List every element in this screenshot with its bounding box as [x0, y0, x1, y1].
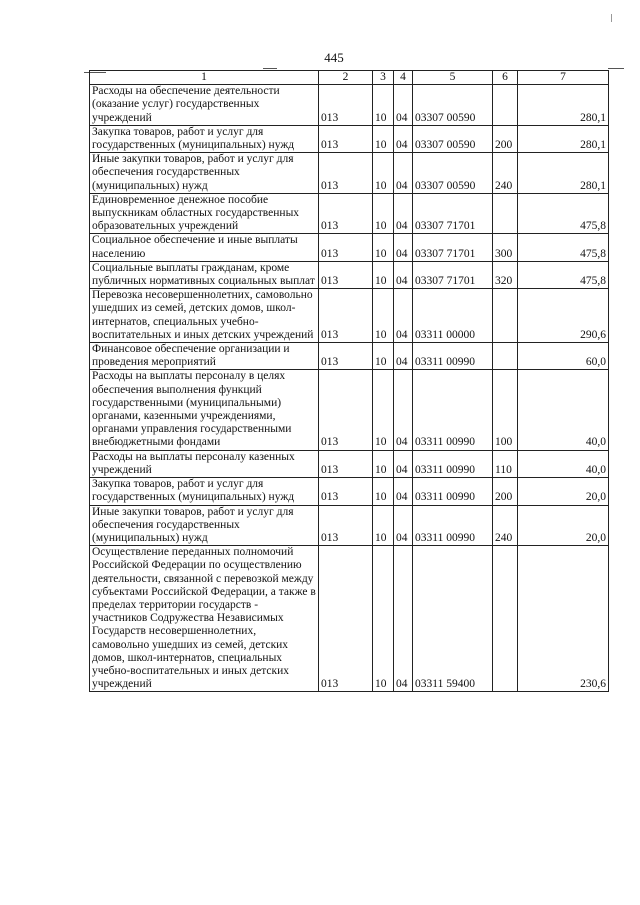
table-row	[90, 125, 609, 152]
amount-cell: 475,8	[518, 193, 609, 234]
subsection-cell: 10	[373, 370, 394, 450]
budget-table	[89, 70, 609, 692]
expense-type-cell: 300	[493, 234, 518, 261]
row-name-cell: Расходы на выплаты персоналу в целях обеспечения выполнения функций государственными (муниципальными) органами, казенными учреждениями, органами управления государственными внебюджетными фондами	[90, 370, 319, 450]
subsection-cell: 10	[373, 125, 394, 152]
section-code-cell: 013	[319, 85, 373, 126]
amount-cell: 230,6	[518, 546, 609, 692]
row-name-cell: Социальные выплаты гражданам, кроме публичных нормативных социальных выплат	[90, 261, 319, 288]
target-article-cell: 03311 00990	[413, 450, 493, 477]
header-cell: 4	[394, 71, 413, 85]
amount-cell: 280,1	[518, 153, 609, 194]
item-cell: 04	[394, 193, 413, 234]
expense-type-cell	[493, 193, 518, 234]
expense-type-cell: 200	[493, 125, 518, 152]
header-cell: 2	[319, 71, 373, 85]
item-cell: 04	[394, 505, 413, 546]
target-article-cell: 03307 71701	[413, 261, 493, 288]
table-row	[90, 289, 609, 343]
row-name-cell: Социальное обеспечение и иные выплаты населению	[90, 234, 319, 261]
section-code-cell: 013	[319, 289, 373, 343]
section-code-cell: 013	[319, 505, 373, 546]
subsection-cell: 10	[373, 505, 394, 546]
target-article-cell: 03311 00990	[413, 505, 493, 546]
target-article-cell: 03311 00990	[413, 370, 493, 450]
row-name-cell: Закупка товаров, работ и услуг для государственных (муниципальных) нужд	[90, 125, 319, 152]
item-cell: 04	[394, 478, 413, 505]
target-article-cell: 03307 00590	[413, 85, 493, 126]
amount-cell: 20,0	[518, 478, 609, 505]
table-row	[90, 234, 609, 261]
section-code-cell: 013	[319, 125, 373, 152]
item-cell: 04	[394, 289, 413, 343]
subsection-cell: 10	[373, 234, 394, 261]
row-name-cell: Иные закупки товаров, работ и услуг для обеспечения государственных (муниципальных) нужд	[90, 505, 319, 546]
table-row	[90, 85, 609, 126]
row-name-cell: Иные закупки товаров, работ и услуг для обеспечения государственных (муниципальных) нужд	[90, 153, 319, 194]
section-code-cell: 013	[319, 261, 373, 288]
item-cell: 04	[394, 450, 413, 477]
table-row	[90, 505, 609, 546]
subsection-cell: 10	[373, 261, 394, 288]
expense-type-cell	[493, 343, 518, 370]
section-code-cell: 013	[319, 193, 373, 234]
item-cell: 04	[394, 343, 413, 370]
target-article-cell: 03311 00990	[413, 478, 493, 505]
scan-dash	[263, 68, 277, 69]
target-article-cell: 03311 59400	[413, 546, 493, 692]
expense-type-cell: 110	[493, 450, 518, 477]
table-row	[90, 478, 609, 505]
header-cell: 1	[90, 71, 319, 85]
subsection-cell: 10	[373, 343, 394, 370]
section-code-cell: 013	[319, 153, 373, 194]
scan-mark	[611, 14, 612, 22]
table-row	[90, 153, 609, 194]
item-cell: 04	[394, 370, 413, 450]
target-article-cell: 03307 00590	[413, 125, 493, 152]
expense-type-cell: 320	[493, 261, 518, 288]
expense-type-cell: 240	[493, 153, 518, 194]
amount-cell: 60,0	[518, 343, 609, 370]
section-code-cell: 013	[319, 478, 373, 505]
row-name-cell: Финансовое обеспечение организации и проведения мероприятий	[90, 343, 319, 370]
row-name-cell: Закупка товаров, работ и услуг для государственных (муниципальных) нужд	[90, 478, 319, 505]
subsection-cell: 10	[373, 450, 394, 477]
target-article-cell: 03311 00990	[413, 343, 493, 370]
table-row	[90, 370, 609, 450]
row-name-cell: Перевозка несовершеннолетних, самовольно ушедших из семей, детских домов, школ-интернатов, специальных учебно-воспитательных и иных детских учреждений	[90, 289, 319, 343]
section-code-cell: 013	[319, 343, 373, 370]
amount-cell: 290,6	[518, 289, 609, 343]
target-article-cell: 03307 71701	[413, 193, 493, 234]
target-article-cell: 03307 00590	[413, 153, 493, 194]
subsection-cell: 10	[373, 193, 394, 234]
amount-cell: 280,1	[518, 85, 609, 126]
row-name-cell: Осуществление переданных полномочий Российской Федерации по осуществлению деятельности, связанной с перевозкой между субъектами Российской Федерации, а также в пределах территории государств - участников Содружества Независимых Государств несовершеннолетних, самовольно ушедших из семей, детских домов, школ-интернатов, специальных учебно-воспитательных и иных детских учреждений	[90, 546, 319, 692]
item-cell: 04	[394, 85, 413, 126]
amount-cell: 40,0	[518, 370, 609, 450]
section-code-cell: 013	[319, 450, 373, 477]
scan-dash	[608, 68, 624, 69]
expense-type-cell: 240	[493, 505, 518, 546]
table-row	[90, 450, 609, 477]
table-row	[90, 343, 609, 370]
item-cell: 04	[394, 546, 413, 692]
row-name-cell: Единовременное денежное пособие выпускникам областных государственных образовательных учреждений	[90, 193, 319, 234]
page-number: 445	[324, 50, 344, 65]
item-cell: 04	[394, 125, 413, 152]
row-name-cell: Расходы на обеспечение деятельности (оказание услуг) государственных учреждений	[90, 85, 319, 126]
target-article-cell: 03311 00000	[413, 289, 493, 343]
header-row	[90, 71, 609, 85]
table-row	[90, 261, 609, 288]
amount-cell: 20,0	[518, 505, 609, 546]
expense-type-cell: 100	[493, 370, 518, 450]
expense-type-cell	[493, 85, 518, 126]
expense-type-cell	[493, 546, 518, 692]
section-code-cell: 013	[319, 546, 373, 692]
target-article-cell: 03307 71701	[413, 234, 493, 261]
subsection-cell: 10	[373, 478, 394, 505]
header-cell: 3	[373, 71, 394, 85]
expense-type-cell	[493, 289, 518, 343]
amount-cell: 40,0	[518, 450, 609, 477]
amount-cell: 475,8	[518, 261, 609, 288]
header-cell: 7	[518, 71, 609, 85]
subsection-cell: 10	[373, 546, 394, 692]
row-name-cell: Расходы на выплаты персоналу казенных учреждений	[90, 450, 319, 477]
subsection-cell: 10	[373, 153, 394, 194]
amount-cell: 280,1	[518, 125, 609, 152]
item-cell: 04	[394, 153, 413, 194]
subsection-cell: 10	[373, 289, 394, 343]
section-code-cell: 013	[319, 370, 373, 450]
table-row	[90, 546, 609, 692]
amount-cell: 475,8	[518, 234, 609, 261]
item-cell: 04	[394, 234, 413, 261]
expense-type-cell: 200	[493, 478, 518, 505]
item-cell: 04	[394, 261, 413, 288]
table-row	[90, 193, 609, 234]
header-cell: 6	[493, 71, 518, 85]
section-code-cell: 013	[319, 234, 373, 261]
subsection-cell: 10	[373, 85, 394, 126]
header-cell: 5	[413, 71, 493, 85]
